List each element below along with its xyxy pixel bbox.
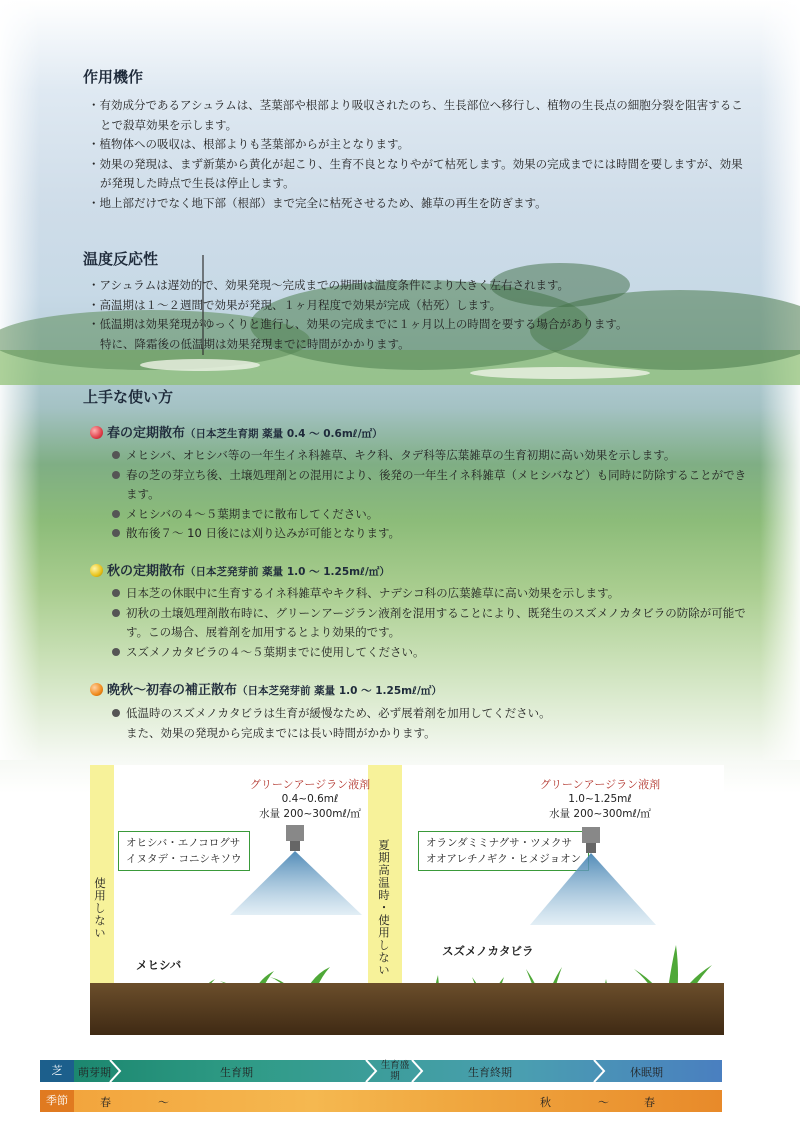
autumn-list	[110, 584, 750, 662]
temperature-title: 温度反応性	[83, 250, 159, 268]
list-item: ・効果の発現は、まず新葉から黄化が起こり、生育不良となりやがて枯死します。効果の完成までには時間を要しますが、効果が発現した時点で生長は停止します。	[88, 156, 743, 190]
application-diagram	[90, 765, 724, 1035]
summer-not-used-label: 夏期高温時・使用しない	[377, 839, 391, 977]
season-tilde: ～	[158, 1096, 169, 1109]
season-spring-2: 春	[644, 1096, 655, 1109]
list-item: メヒシバの４～５葉期までに散布してください。	[110, 505, 750, 525]
list-item: 低温時のスズメノカタビラは生育が緩慢なため、必ず展着剤を加用してください。	[110, 704, 750, 724]
late-season-list	[110, 704, 750, 743]
temperature-list	[88, 276, 748, 354]
sprayer-nozzle-icon-right	[530, 827, 656, 925]
not-used-label-left: 使用しない	[93, 877, 107, 940]
list-item: ・高温期は１～２週間で効果が発現、１ヶ月程度で効果が完成（枯死）します。	[88, 297, 502, 312]
usage-title: 上手な使い方	[83, 388, 174, 406]
annual-bluegrass-label: スズメノカタビラ	[442, 944, 534, 958]
list-item: メヒシバ、オヒシバ等の一年生イネ科雑草、キク科、タデ科等広葉雑草の生育初期に高い効果を示します。	[110, 446, 750, 466]
stage-peak-growth: 生育盛期	[380, 1060, 410, 1082]
list-item: スズメノカタビラの４～５葉期までに使用してください。	[110, 643, 750, 663]
list-item: ・植物体への吸収は、根部よりも茎葉部からが主となります。	[88, 137, 410, 151]
right-product-info: グリーンアージラン液剤 1.0~1.25mℓ 水量 200~300mℓ/㎡	[539, 778, 661, 820]
mode-of-action-list	[88, 96, 748, 213]
list-item: ・有効成分であるアシュラムは、茎葉部や根部より吸収されたのち、生長部位へ移行し、植物の生長点の細胞分裂を阻害することで殺草効果を示します。	[88, 98, 743, 132]
list-item: ・地上部だけでなく地下部（根部）まで完全に枯死させるため、雑草の再生を防ぎます。	[88, 195, 547, 210]
list-item: 日本芝の休眠中に生育するイネ科雑草やキク科、ナデシコ科の広葉雑草に高い効果を示します。	[110, 584, 750, 604]
late-season-heading: 晩秋～初春の補正散布（日本芝発芽前 薬量 1.0 ～ 1.25mℓ/㎡）	[90, 679, 442, 698]
list-item: また、効果の発現から完成までには長い時間がかかります。	[126, 725, 436, 740]
turf-label: 芝	[40, 1060, 74, 1082]
sprayer-nozzle-icon-left	[230, 825, 362, 915]
list-item: ・アシュラムは遅効的で、効果発現～完成までの期間は温度条件により大きく左右されます。	[88, 278, 570, 292]
season-bar	[40, 1090, 722, 1112]
list-item: 初秋の土壌処理剤散布時に、グリーンアージラン液剤を混用することにより、既発生のスズメノカタビラの防除が可能です。この場合、展着剤を加用するとより効果的です。	[110, 604, 750, 643]
stage-dormant: 休眠期	[630, 1066, 663, 1079]
red-ball-icon	[90, 426, 103, 439]
orange-ball-icon	[90, 683, 103, 696]
stage-growing: 生育期	[220, 1066, 253, 1079]
season-autumn: 秋	[540, 1096, 551, 1109]
mode-of-action-title: 作用機作	[83, 68, 144, 86]
left-product-info: グリーンアージラン液剤 0.4~0.6mℓ 水量 200~300mℓ/㎡	[249, 778, 371, 820]
season-tilde-2: ～	[598, 1096, 609, 1109]
season-spring: 春	[100, 1096, 111, 1109]
season-label: 季節	[40, 1090, 74, 1112]
list-item: 特に、降霜後の低温期は効果発現までに時間がかかります。	[100, 336, 410, 351]
soil-layer	[90, 983, 724, 1035]
spring-heading: 春の定期散布（日本芝生育期 薬量 0.4 ～ 0.6mℓ/㎡）	[90, 422, 383, 441]
list-item: 散布後７～ 10 日後には刈り込みが可能となります。	[110, 524, 750, 544]
list-item: ・低温期は効果発現がゆっくりと進行し、効果の完成までに１ヶ月以上の時間を要する場合があります。	[88, 317, 628, 331]
turf-stage-bar	[40, 1060, 722, 1082]
left-weed-list-box: オヒシバ・エノコログサ イヌタデ・コニシキソウ	[118, 831, 250, 871]
crabgrass-label: メヒシバ	[136, 958, 182, 972]
spring-list	[110, 446, 750, 544]
right-weed-list-box: オランダミミナグサ・ツメクサ オオアレチノギク・ヒメジョオン	[418, 831, 589, 871]
yellow-ball-icon	[90, 564, 103, 577]
list-item: 春の芝の芽立ち後、土壌処理剤との混用により、後発の一年生イネ科雑草（メヒシバなど）も同時に防除することができます。	[110, 466, 750, 505]
stage-late-growth: 生育終期	[468, 1066, 512, 1079]
autumn-heading: 秋の定期散布（日本芝発芽前 薬量 1.0 ～ 1.25mℓ/㎡）	[90, 560, 390, 579]
stage-sprouting: 萌芽期	[78, 1066, 111, 1079]
